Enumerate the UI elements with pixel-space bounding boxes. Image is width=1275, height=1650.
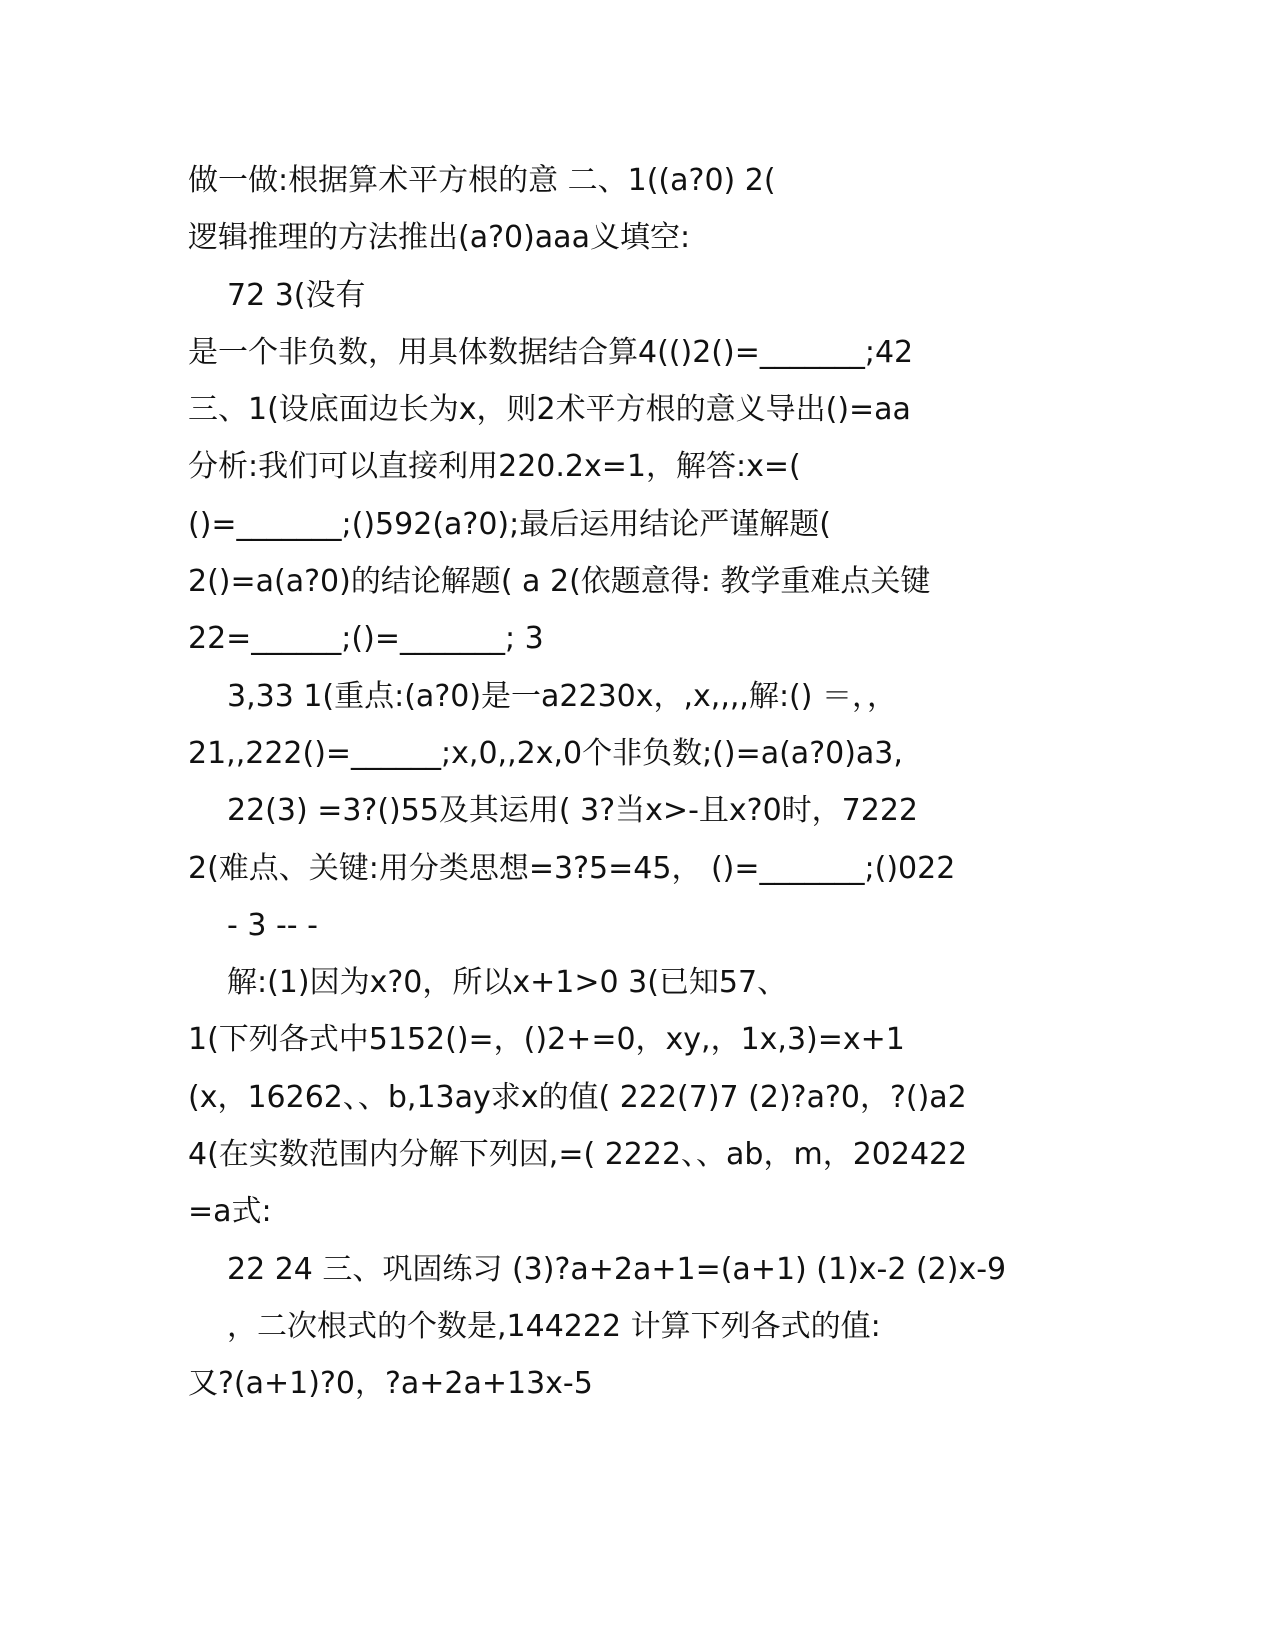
text-line: 逻辑推理的方法推出(a?0)aaa义填空: [188, 220, 691, 256]
text-line: =a式: [188, 1194, 272, 1230]
text-line: ()=_______;()592(a?0);最后运用结论严谨解题( [188, 506, 831, 542]
text-line: 分析:我们可以直接利用220.2x=1，解答:x=( [188, 449, 801, 485]
text-line: 72 3(没有 [227, 277, 366, 313]
text-line: 22 24 三、巩固练习 (3)?a+2a+1=(a+1) (1)x-2 (2)x-9 [227, 1251, 1007, 1287]
text-line: 2()=a(a?0)的结论解题( a 2(依题意得: 教学重难点关键 [188, 564, 931, 600]
text-line: 22(3) =3?()55及其运用( 3?当x>-且x?0时，7222 [227, 793, 919, 829]
text-line: 解:(1)因为x?0，所以x+1>0 3(已知57、 [227, 965, 788, 1001]
text-line: (x，16262、、b,13ay求x的值( 222(7)7 (2)?a?0，?()a2 [188, 1079, 967, 1115]
text-line: 1(下列各式中5152()=，()2+=0，xy,，1x,3)=x+1 [188, 1022, 905, 1058]
text-line: 22=______;()=_______; 3 [188, 621, 544, 657]
text-line: 21,,222()=______;x,0,,2x,0个非负数;()=a(a?0)a3, [188, 735, 903, 771]
text-line: 做一做:根据算术平方根的意 二、1((a?0) 2( [188, 163, 776, 198]
document-body [188, 152, 1088, 1413]
text-line: 又?(a+1)?0，?a+2a+13x-5 [188, 1366, 593, 1402]
text-line: - 3 -- - [227, 907, 318, 943]
text-line: 3,33 1(重点:(a?0)是一a2230x，,x,,,,解:() ＝，， [227, 678, 898, 714]
text-line: 是一个非负数，用具体数据结合算4(()2()=_______;42 [188, 334, 914, 370]
text-line: ，二次根式的个数是,144222 计算下列各式的值: [227, 1308, 881, 1344]
text-line: 2(难点、关键:用分类思想=3?5=45， ()=_______;()022 [188, 850, 956, 886]
text-line: 4(在实数范围内分解下列因,=( 2222、、ab，m，202422 [188, 1137, 968, 1173]
text-line: 三、1(设底面边长为x，则2术平方根的意义导出()=aa [188, 392, 911, 428]
